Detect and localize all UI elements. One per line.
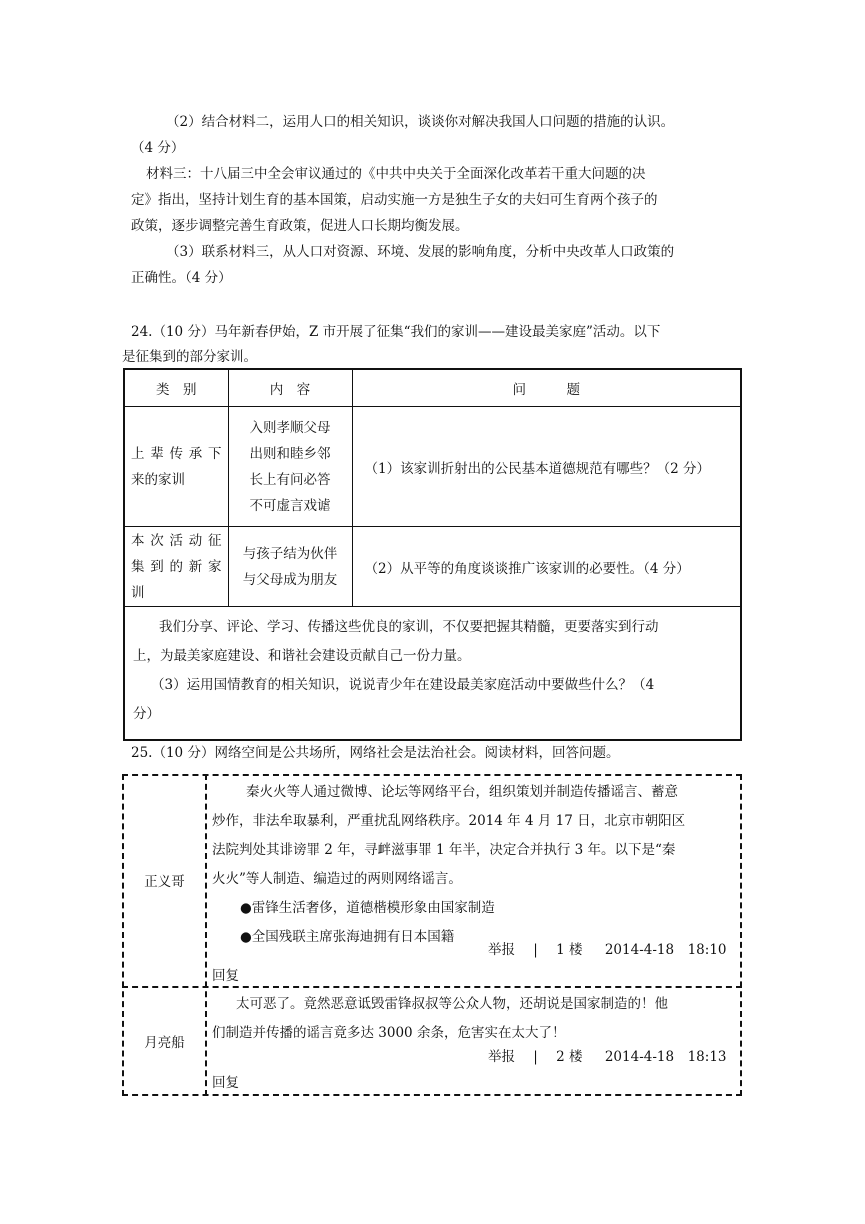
table-note-row — [124, 607, 741, 741]
table-row — [124, 527, 741, 607]
post2-username-text: 月亮船 — [144, 1035, 185, 1051]
forum-divider — [122, 986, 742, 988]
q23-part3-line1: （3）联系材料三，从人口对资源、环境、发展的影响角度，分析中央改革人口政策的 — [166, 244, 675, 260]
q25-intro: 25.（10 分）网络空间是公共场所，网络社会是法治社会。阅读材料，回答问题。 — [131, 745, 620, 761]
row2-content: 与孩子结为伙伴 与父母成为朋友 — [228, 527, 352, 607]
forum-column-divider — [205, 774, 207, 1096]
post2-body: 太可恶了。竟然恶意诋毁雷锋叔叔等公众人物，还胡说是国家制造的！他 们制造并传播的谣言竟多达 3000 余条，危害实在太大了！ — [212, 996, 668, 1041]
post1-meta: 举报 | 1 楼 2014-4-18 18:10 — [488, 942, 727, 958]
post2-username — [124, 988, 205, 1094]
post1-time: 2014-4-18 18:10 — [604, 942, 727, 958]
header-category: 类 别 — [124, 369, 228, 407]
post1-body: 秦火火等人通过微博、论坛等网络平台，组织策划并制造传播谣言、蓄意 炒作，非法牟取暴利，严重扰乱网络秩序。2014 年 4 月 17 日，北京市朝阳区 法院判处其诽谤罪 2 年，寻衅滋事罪 1 年半，决定合并执行 3 年。以下是“秦 火火”等人制造、编造过的两则网络谣言。 ●雷锋生活奢侈，道德楷模形象由国家制造 ●全国残联主席张海迪拥有日本国籍 — [212, 784, 686, 945]
row2-category: 本次活动征 集到的新家 训 — [124, 527, 228, 607]
q23-part3-line2: 正确性。（4 分） — [131, 270, 232, 286]
table-row — [124, 407, 741, 527]
q23-material3-line2: 定》指出，坚持计划生育的基本国策，启动实施一方是独生子女的夫妇可生育两个孩子的 — [131, 192, 658, 208]
post1-report-link[interactable]: 举报 — [488, 942, 515, 958]
q23-part2-line1: （2）结合材料二，运用人口的相关知识，谈谈你对解决我国人口问题的措施的认识。 — [166, 114, 675, 130]
table-note: 我们分享、评论、学习、传播这些优良的家训，不仅要把握其精髓，更要落实到行动 上，为最美家庭建设、和谐社会建设贡献自己一份力量。 （3）运用国情教育的相关知识，说说青少年在建设最美家庭活动中要做些什么？（4 分） — [124, 607, 741, 741]
row2-question: （2）从平等的角度谈谈推广该家训的必要性。（4 分） — [352, 527, 741, 607]
forum-right-border — [740, 774, 742, 1096]
q23-material3-line1: 材料三：十八届三中全会审议通过的《中共中央关于全面深化改革若干重大问题的决 — [146, 166, 646, 182]
post1-username — [124, 774, 205, 986]
post1-floor: 1 楼 — [556, 942, 583, 958]
q23-material3-line3: 政策，逐步调整完善生育政策，促进人口长期均衡发展。 — [131, 218, 469, 234]
post2-time: 2014-4-18 18:13 — [604, 1049, 727, 1065]
q24-intro-line1: 24.（10 分）马年新春伊始，Z 市开展了征集“我们的家训——建设最美家庭”活动。以下 — [131, 324, 661, 340]
forum-top-border — [122, 774, 742, 776]
family-motto-table — [123, 368, 742, 741]
row1-content: 入则孝顺父母 出则和睦乡邻 长上有问必答 不可虚言戏谑 — [228, 407, 352, 527]
post1-reply-link[interactable]: 回复 — [212, 968, 239, 984]
table-header-row — [124, 369, 741, 407]
row1-category: 上辈传承下 来的家训 — [124, 407, 228, 527]
header-question: 问 题 — [352, 369, 741, 407]
row1-question: （1）该家训折射出的公民基本道德规范有哪些？（2 分） — [352, 407, 741, 527]
post2-floor: 2 楼 — [556, 1049, 583, 1065]
post1-username-text: 正义哥 — [144, 874, 185, 890]
header-content: 内 容 — [228, 369, 352, 407]
post2-report-link[interactable]: 举报 — [488, 1049, 515, 1065]
post2-meta: 举报 | 2 楼 2014-4-18 18:13 — [488, 1049, 727, 1065]
q24-intro-line2: 是征集到的部分家训。 — [122, 349, 257, 365]
post2-reply-link[interactable]: 回复 — [212, 1075, 239, 1091]
q23-part2-line2: （4 分） — [131, 140, 185, 156]
forum-bottom-border — [122, 1094, 742, 1096]
